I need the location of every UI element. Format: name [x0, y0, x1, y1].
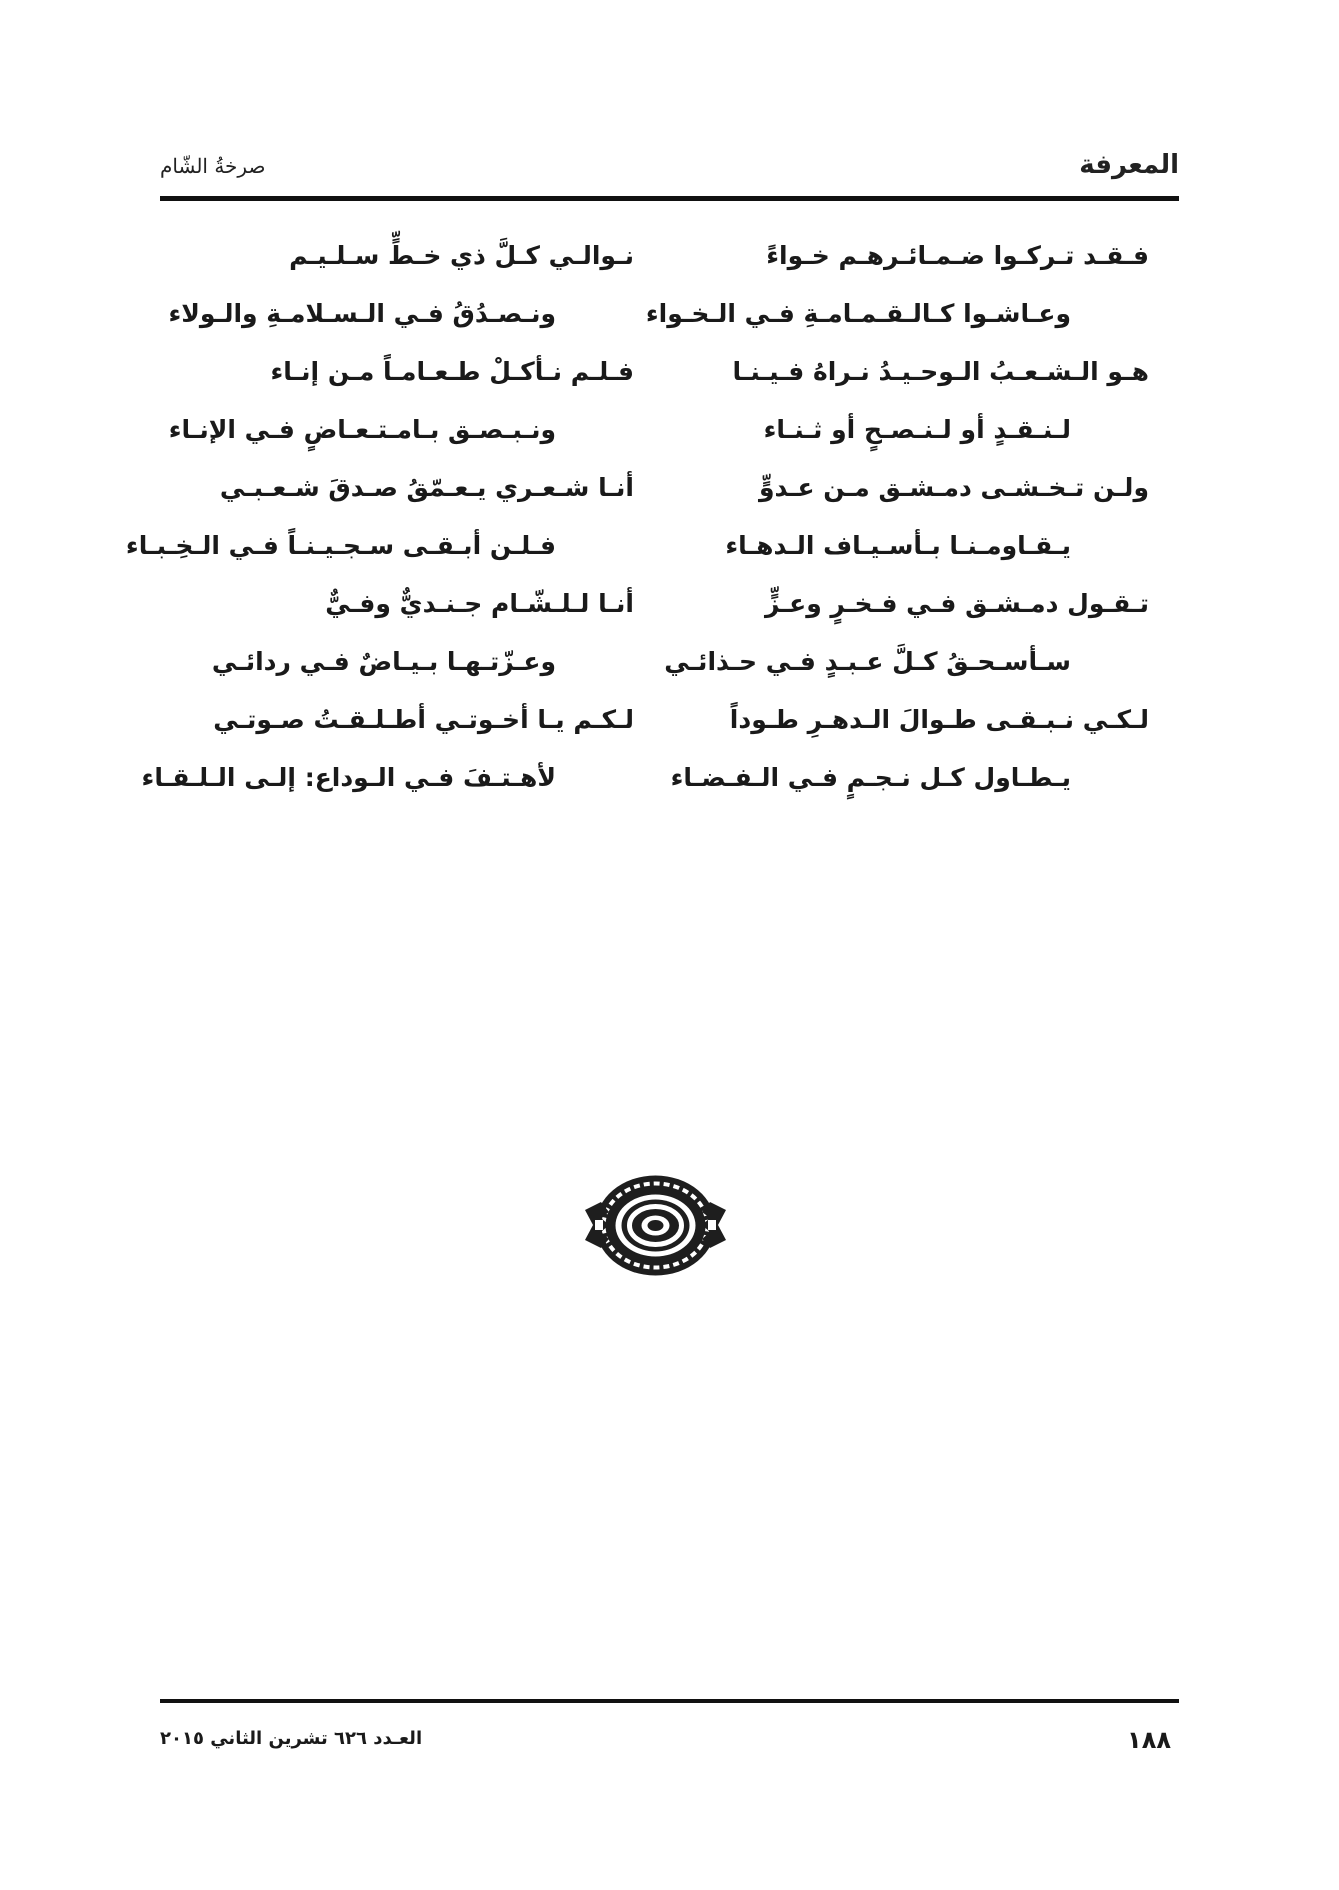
- running-title: صرخةُ الشّام: [160, 154, 266, 178]
- poem-line: يـقـاومـنـا بـأسـيـاف الـدهـاء: [725, 531, 1071, 560]
- poem-line: لأهـتـفَ فـي الـوداع: إلـى الـلـقـاء: [141, 763, 556, 792]
- page-number: ١٨٨: [1127, 1726, 1171, 1754]
- footer-rule: [160, 1699, 1179, 1703]
- journal-logo: المعرفة: [1079, 150, 1179, 180]
- poem-line: فـقـد تـركـوا ضـمـائـرهـم خـواءً: [766, 241, 1149, 270]
- decorative-ornament-icon: [583, 1168, 728, 1283]
- poem-line: يـطـاول كـل نـجـمٍ فـي الـفـضـاء: [670, 763, 1071, 792]
- poem-line: لـنـقـدٍ أو لـنـصـحٍ أو ثـنـاء: [763, 415, 1071, 444]
- poem-line: لـكـي نـبـقـى طـوالَ الـدهـرِ طـوداً: [729, 705, 1149, 734]
- poem-line: فـلـم نـأكـلْ طـعـامـاً مـن إنـاء: [270, 357, 634, 386]
- poem-line: تـقـول دمـشـق فـي فـخـرٍ وعـزٍّ: [765, 589, 1149, 618]
- poem-column-left: [125, 232, 634, 812]
- poem-line: أنـا لـلـشّـام جـنـديٌّ وفـيٌّ: [325, 589, 634, 618]
- poem-line: هـو الـشـعـبُ الـوحـيـدُ نـراهُ فـيـنـا: [732, 357, 1149, 386]
- page-header: [160, 148, 1179, 194]
- poem-line: نـوالـي كـلَّ ذي خـطٍّ سـلـيـم: [289, 241, 634, 270]
- issue-info: العـدد ٦٢٦ تشرين الثاني ٢٠١٥: [160, 1728, 423, 1749]
- poem-column-right: [645, 232, 1149, 812]
- poem-line: لـكـم يـا أخـوتـي أطـلـقـتُ صـوتـي: [213, 705, 634, 734]
- poem-line: وعـزّتـهـا بـيـاضٌ فـي ردائـي: [211, 647, 556, 676]
- poem-line: وعـاشـوا كـالـقـمـامـةِ فـي الـخـواء: [645, 299, 1071, 328]
- poem-line: فـلـن أبـقـى سـجـيـنـاً فـي الـخِـبـاء: [125, 531, 556, 560]
- poem-line: سـأسـحـقُ كـلَّ عـبـدٍ فـي حـذائـي: [664, 647, 1071, 676]
- poem-line: ونـبـصـق بـامـتـعـاضٍ فـي الإنـاء: [168, 415, 556, 444]
- poem-line: ونـصـدُقُ فـي الـسـلامـةِ والـولاء: [168, 299, 556, 328]
- poem-line: ولـن تـخـشـى دمـشـق مـن عـدوٍّ: [758, 473, 1149, 502]
- poem-line: أنـا شـعـري يـعـمّقُ صـدقَ شـعـبـي: [219, 473, 634, 502]
- header-rule: [160, 196, 1179, 201]
